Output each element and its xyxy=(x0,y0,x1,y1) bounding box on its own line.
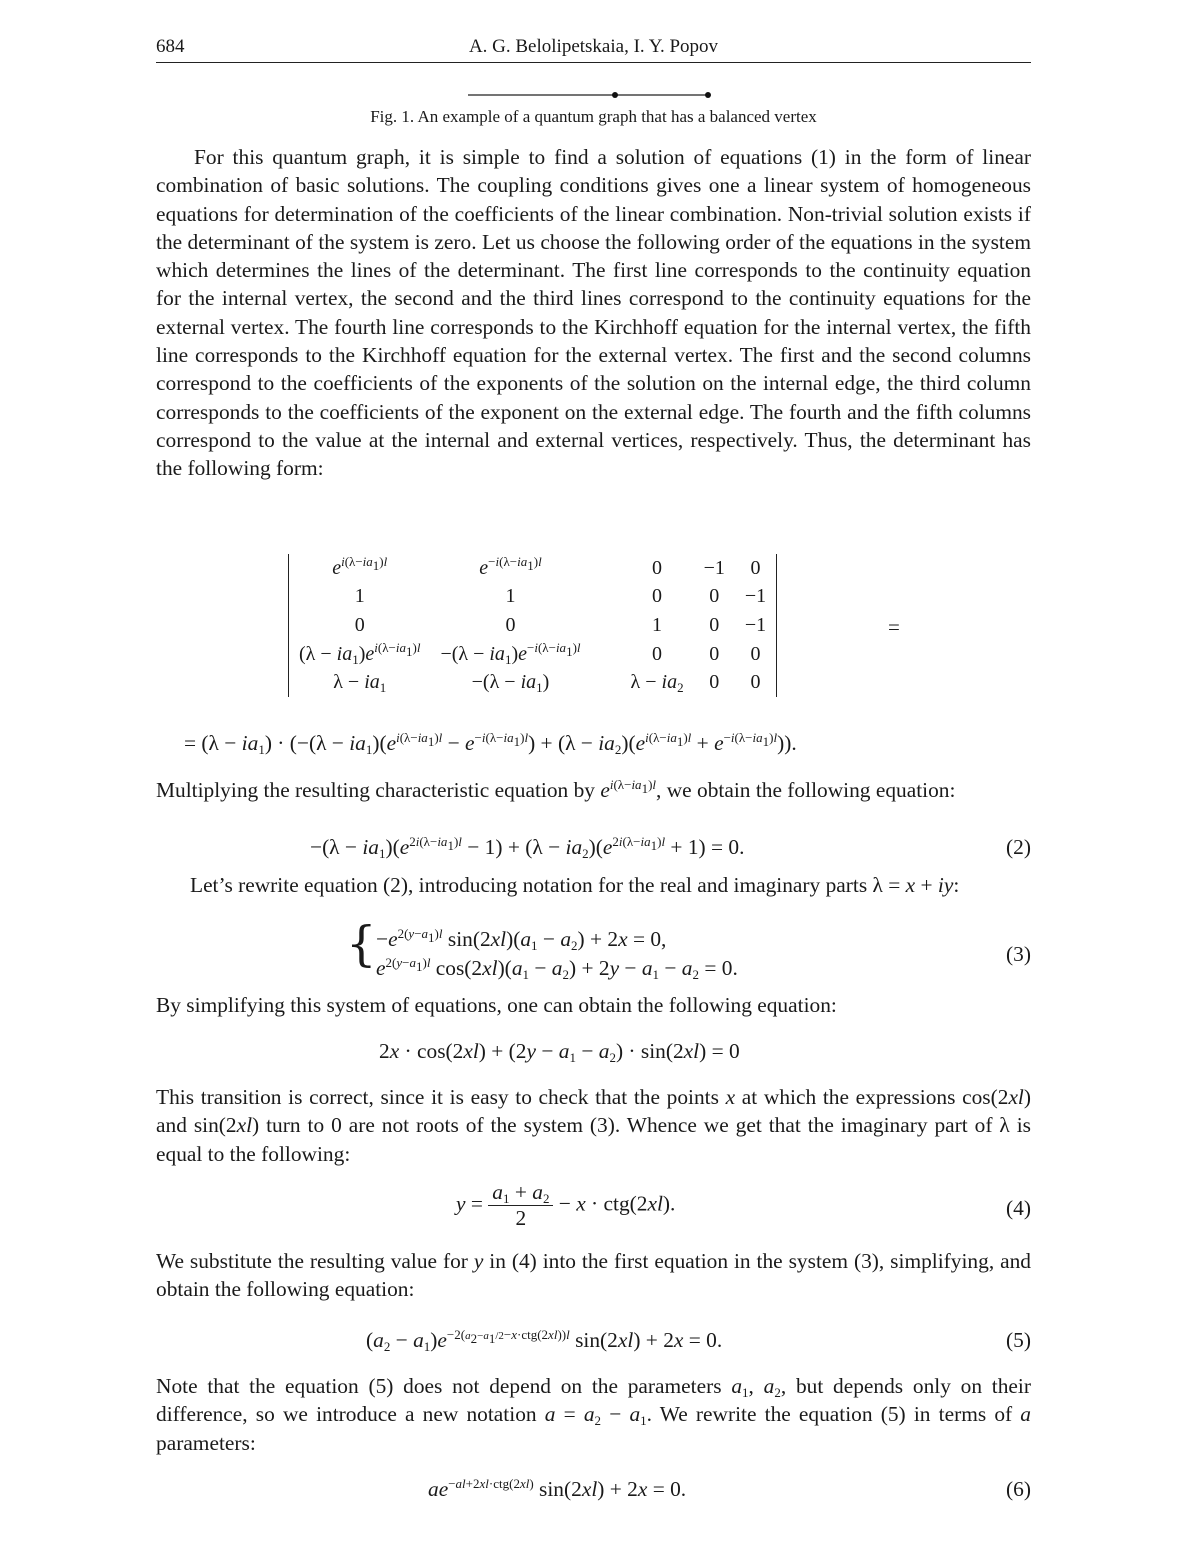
paragraph-note-a: Note that the equation (5) does not depend on the parameters xyxy=(156,1374,732,1398)
paragraph-rewrite-text: Let’s rewrite equation (2), introducing notation for the real and imaginary parts xyxy=(190,873,873,897)
determinant-equals-sign: = xyxy=(888,615,900,639)
paragraph-transition-d: ) turn to 0 are not roots of the system (3). Whence we get that the imaginary part of λ is equal to the following: xyxy=(156,1113,1031,1166)
equation-number-2: (2) xyxy=(1006,835,1031,859)
paragraph-note-c: . We rewrite the equation (5) in terms of xyxy=(646,1402,1021,1427)
equation-6: $ae^{-al+2xl\cdot ctg(2xl)}$ sin(2xl) + 2x = 0. xyxy=(428,1476,687,1501)
system-equation-2: $e^{2(y-a_1)l}$ $\cos(2xl)(a_1 - a_2) + 2y - a_1 - a_2 = 0$. xyxy=(376,955,738,982)
simplified-equation: $2x \cdot \cos(2xl) + (2y - a_1 - a_2) \cdot \sin(2xl) = 0$ xyxy=(379,1039,740,1065)
running-header xyxy=(156,36,1031,63)
determinant-row-2: 1 1 0 0 −1 xyxy=(354,585,767,608)
paragraph-transition-c: ) and sin(2 xyxy=(156,1085,1031,1138)
equation-2: $-(\lambda - ia_1)(e^{2i(\lambda-ia_1)l} - 1) + (\lambda - ia_2)(e^{2i(\lambda-ia_1)l} + 1) = 0$. xyxy=(310,834,745,861)
running-authors: A. G. Belolipetskaia, I. Y. Popov xyxy=(468,36,719,57)
external-vertex xyxy=(705,92,711,98)
paragraph-note-b: , but depends only on their difference, so we introduce a new notation xyxy=(156,1374,1031,1427)
paragraph-rewrite: Let’s rewrite equation (2), introducing notation for the real and imaginary parts λ = x + iy: xyxy=(190,873,960,897)
figure-caption: Fig. 1. An example of a quantum graph that has a balanced vertex xyxy=(370,107,817,126)
equation-number-4: (4) xyxy=(1006,1196,1031,1220)
paragraph-simplifying: By simplifying this system of equations, one can obtain the following equation: xyxy=(156,993,837,1017)
equation-number-5: (5) xyxy=(1006,1328,1031,1352)
equation-number-3: (3) xyxy=(1006,942,1031,966)
equation-5: $(a_2 - a_1)e^{-2(a_2-a_1/2-x\cdot ctg(2xl))l}$ sin(2xl) + 2x = 0. xyxy=(366,1327,723,1354)
paragraph-transition: This transition is correct, since it is easy to check that the points x at which the expressions cos(2xl) and sin(2xl) turn to 0 are not roots of the system (3). Whence we get that the imaginary part of λ is equal to the following: xyxy=(156,1085,1031,1166)
paragraph-multiplying-part-b: , we obtain the following equation: xyxy=(656,778,956,802)
determinant-expansion: = $(\lambda - ia_1) \cdot (-(\lambda - ia_1)(e^{i(\lambda-ia_1)l} - e^{-i(\lambda-ia_1)l}) + (\lambda - ia_2)(e^{i(\lambda-ia_1)l} + e^{-i(\lambda-ia_1)l}))$. xyxy=(184,730,797,757)
paragraph-transition-b: at which the expressions cos(2 xyxy=(735,1085,1009,1109)
paragraph-multiplying-part-a: Multiplying the resulting characteristic equation by xyxy=(156,778,601,802)
determinant xyxy=(288,554,1008,702)
paragraph-substitute-b: in (4) into the first equation in the system (3), simplifying, and obtain the following equation: xyxy=(156,1249,1031,1302)
equation-number-6: (6) xyxy=(1006,1477,1031,1501)
paragraph-note: Note that the equation (5) does not depend on the parameters $a_1$, $a_2$, but depends only on their difference, so we introduce a new notation $a = a_2 - a_1$. We rewrite the equation (5) in terms of a parameters: xyxy=(156,1374,1031,1455)
system-equation-1: $-e^{2(y-a_1)l}$ $\sin(2xl)(a_1 - a_2) + 2x = 0$, xyxy=(376,926,667,953)
page-number: 684 xyxy=(156,36,185,57)
determinant-row-4: $(\lambda - ia_1)e^{i(\lambda-ia_1)l}$ $-(\lambda - ia_1)e^{-i(\lambda-ia_1)l}$ 0 0 0 xyxy=(299,639,761,667)
equation-4: y = $\frac{a_1 + a_2}{2}$ − x · ctg(2xl). xyxy=(456,1180,676,1230)
system-brace: { xyxy=(346,916,377,972)
paragraph-note-d: parameters: xyxy=(156,1430,256,1455)
paragraph-determinant-intro: For this quantum graph, it is simple to find a solution of equations (1) in the form of linear combination of basic solutions. The coupling conditions gives one a linear system of homogeneous equations for determination of the coefficients of the linear combination. Non-trivial solution exists if the determinant of the system is zero. Let us choose the following order of the equations in the system which determines the lines of the determinant. The first line corresponds to the continuity equation for the internal vertex, the second and the third lines correspond to the continuity equations for the external vertex. The fourth line corresponds to the Kirchhoff equation for the internal vertex, the fifth line corresponds to the Kirchhoff equation for the external vertex. The first and the second columns correspond to the coefficients of the exponents of the solution on the internal edge, the third column corresponds to the coefficients of the exponent on the external edge. The fourth and the fifth columns correspond to the value at the internal and external vertices, respectively. Thus, the determinant has the following form: xyxy=(156,145,1031,481)
determinant-row-3: 0 0 1 0 −1 xyxy=(354,613,767,636)
paragraph-substitute: We substitute the resulting value for y in (4) into the first equation in the system (3), simplifying, and obtain the following equation: xyxy=(156,1249,1031,1302)
paragraph-substitute-a: We substitute the resulting value for xyxy=(156,1249,474,1273)
determinant-row-1: $e^{i(\lambda-ia_1)l}$ $e^{-i(\lambda-ia_1)l}$ 0 −1 0 xyxy=(332,553,761,579)
paragraph-transition-a: This transition is correct, since it is easy to check that the points xyxy=(156,1085,726,1109)
determinant-row-5: $\lambda - ia_1$ $-(\lambda - ia_1)$ $\lambda - ia_2$ 0 0 xyxy=(333,671,761,696)
paragraph-multiplying: Multiplying the resulting characteristic equation by $e^{i(\lambda-ia_1)l}$, we obtain the following equation: xyxy=(156,777,956,802)
determinant-matrix xyxy=(288,554,777,697)
internal-vertex xyxy=(612,92,618,98)
quantum-graph-figure xyxy=(156,82,1031,108)
